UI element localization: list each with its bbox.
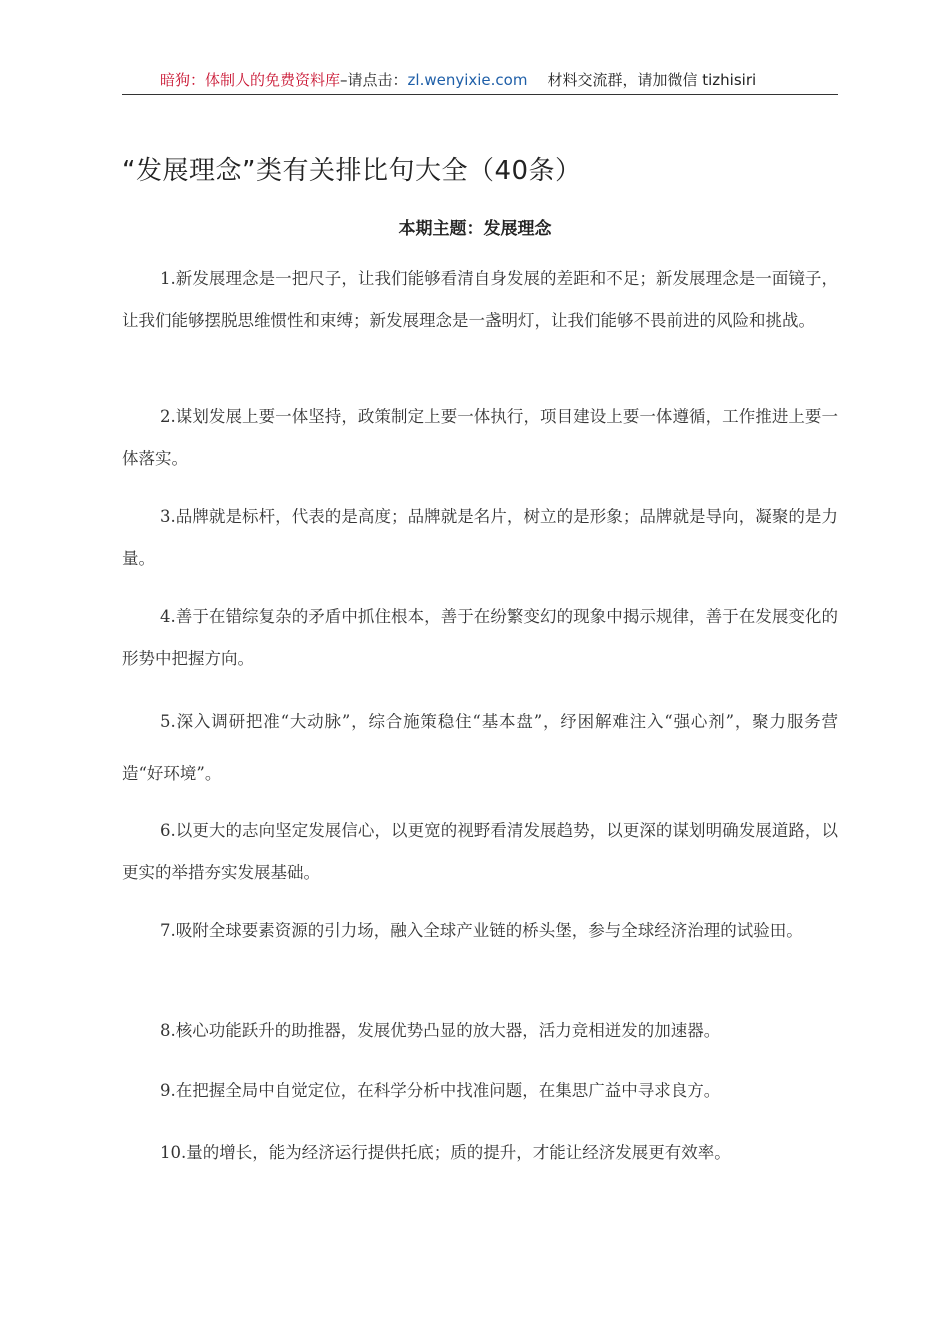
paragraph-10: 10.量的增长，能为经济运行提供托底；质的提升，才能让经济发展更有效率。	[160, 1143, 731, 1162]
document-subtitle: 本期主题：发展理念	[398, 219, 552, 239]
document-title: “发展理念”类有关排比句大全（40条）	[122, 156, 582, 186]
paragraph-3: 3.品牌就是标杆，代表的是高度；品牌就是名片，树立的是形象；品牌就是导向，凝聚的是力量。	[122, 507, 838, 568]
header-link[interactable]: zl.wenyixie.com	[407, 71, 528, 89]
header-prompt: –请点击：	[340, 71, 408, 89]
header-brand: 暗狗：体制人的免费资料库	[160, 71, 341, 89]
paragraph-8: 8.核心功能跃升的助推器，发展优势凸显的放大器，活力竞相迸发的加速器。	[160, 1021, 721, 1040]
paragraph-5: 5.深入调研把准“大动脉”，综合施策稳住“基本盘”，纾困解难注入“强心剂”，聚力服务营造“好环境”。	[122, 712, 838, 783]
page-header	[122, 66, 838, 95]
paragraph-1: 1.新发展理念是一把尺子，让我们能够看清自身发展的差距和不足；新发展理念是一面镜子，让我们能够摆脱思维惯性和束缚；新发展理念是一盏明灯，让我们能够不畏前进的风险和挑战。	[122, 269, 838, 330]
paragraph-4: 4.善于在错综复杂的矛盾中抓住根本，善于在纷繁变幻的现象中揭示规律，善于在发展变化的形势中把握方向。	[122, 607, 838, 668]
header-banner	[160, 69, 756, 90]
paragraph-6: 6.以更大的志向坚定发展信心，以更宽的视野看清发展趋势，以更深的谋划明确发展道路，以更实的举措夯实发展基础。	[122, 821, 838, 882]
paragraph-7: 7.吸附全球要素资源的引力场，融入全球产业链的桥头堡，参与全球经济治理的试验田。	[160, 921, 803, 940]
paragraph-9: 9.在把握全局中自觉定位，在科学分析中找准问题，在集思广益中寻求良方。	[160, 1081, 721, 1100]
header-wechat: 材料交流群，请加微信 tizhisiri	[547, 71, 757, 89]
paragraph-2: 2.谋划发展上要一体坚持，政策制定上要一体执行，项目建设上要一体遵循，工作推进上要一体落实。	[122, 407, 838, 468]
